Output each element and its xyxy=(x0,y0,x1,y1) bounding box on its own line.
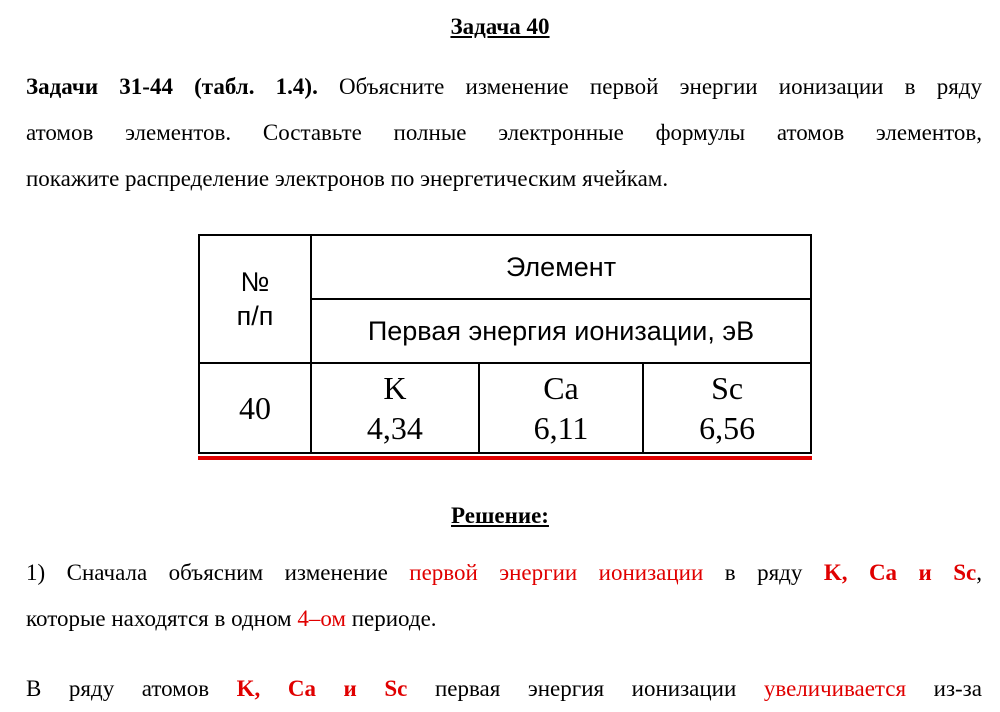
solution-elements: K, Ca и Sc xyxy=(823,560,977,585)
solution-line-1 xyxy=(26,550,982,596)
element-symbol: K xyxy=(383,370,407,406)
number-header xyxy=(199,235,311,363)
element-symbol: Ca xyxy=(543,370,579,406)
solution-text: В ряду атомов xyxy=(26,676,237,701)
statement-line-1-text: Объясните изменение первой энергии ионизации в ряду xyxy=(317,74,983,99)
element-cell-ca xyxy=(479,363,643,453)
ionization-table xyxy=(198,234,812,454)
solution-text: из-за xyxy=(906,676,982,701)
solution-title: Решение: xyxy=(451,503,549,528)
row-number: 40 xyxy=(199,363,311,453)
statement-line-3: покажите распределение электронов по энергетическим ячейкам. xyxy=(26,166,669,191)
solution-line-2 xyxy=(26,596,982,642)
solution-highlight: первой энергии ионизации xyxy=(409,560,704,585)
solution-highlight: 4–ом xyxy=(297,606,346,631)
number-header-symbol: № xyxy=(240,267,270,297)
energy-header: Первая энергия ионизации, эВ xyxy=(311,299,811,363)
solution-text: 1) Сначала объясним изменение xyxy=(26,560,410,585)
element-symbol: Sc xyxy=(711,370,744,406)
solution-text: первая энергия ионизации xyxy=(407,676,764,701)
solution-paragraph-2 xyxy=(26,666,982,712)
solution-elements: K, Ca и Sc xyxy=(236,676,408,701)
statement-line-1 xyxy=(26,64,982,110)
solution-text: , xyxy=(976,560,982,585)
element-energy: 4,34 xyxy=(366,410,423,446)
solution-text: периоде. xyxy=(345,606,437,631)
table-red-underline xyxy=(198,456,812,460)
number-header-label: п/п xyxy=(236,301,274,331)
statement-line-2: атомов элементов. Составьте полные электронные формулы атомов элементов, xyxy=(26,120,982,145)
task-statement xyxy=(26,64,982,202)
element-header: Элемент xyxy=(311,235,811,299)
element-energy: 6,56 xyxy=(699,410,756,446)
element-energy: 6,11 xyxy=(533,410,589,446)
solution-highlight: увеличивается xyxy=(763,676,907,701)
task-title: Задача 40 xyxy=(450,14,550,39)
solution-line-3 xyxy=(26,666,982,712)
statement-bold-prefix: Задачи 31-44 (табл. 1.4). xyxy=(26,74,318,99)
solution-text: которые находятся в одном xyxy=(26,606,298,631)
solution-text: в ряду xyxy=(703,560,824,585)
solution-paragraph-1 xyxy=(26,550,982,642)
element-cell-sc xyxy=(643,363,811,453)
element-cell-k xyxy=(311,363,479,453)
